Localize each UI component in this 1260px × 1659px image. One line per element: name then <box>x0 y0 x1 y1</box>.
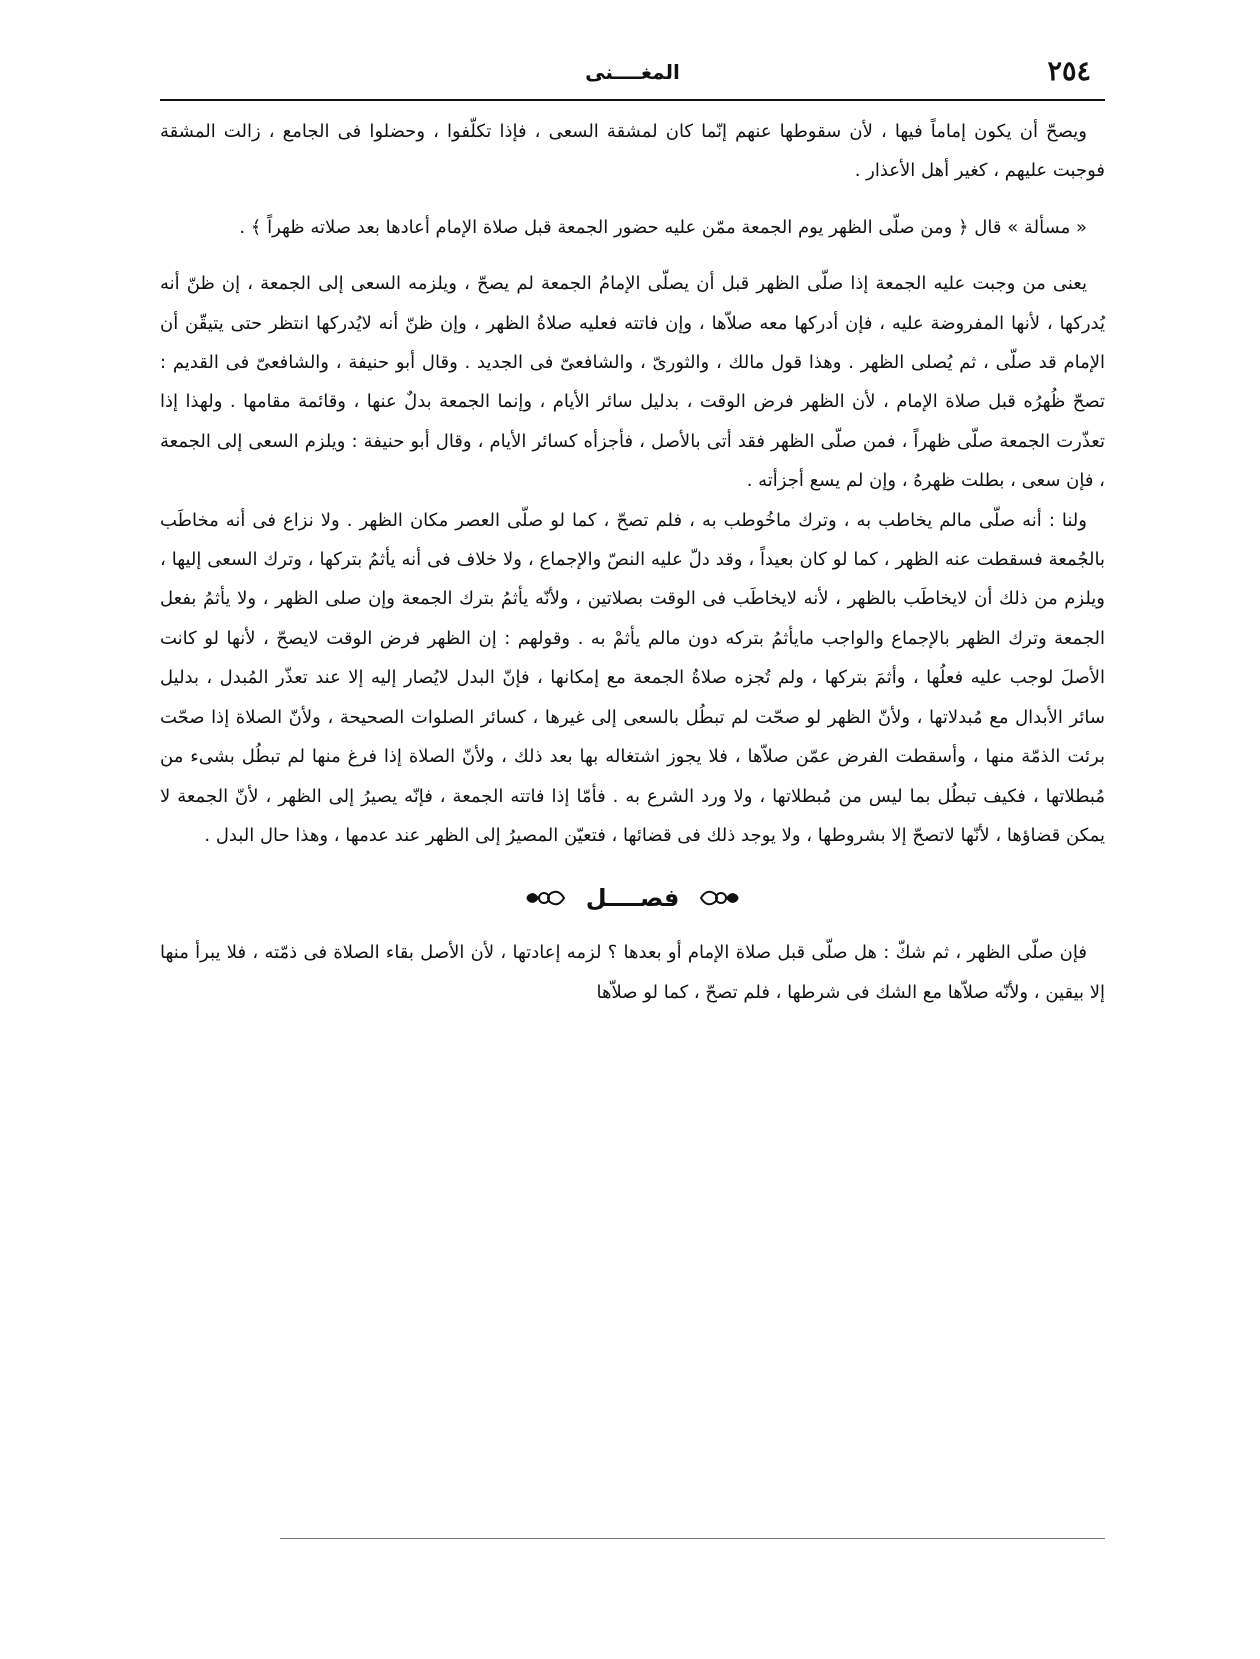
floral-ornament-icon <box>697 886 741 910</box>
footer-rule <box>280 1538 1105 1539</box>
page-number: ٢٥٤ <box>1047 56 1091 87</box>
main-text <box>160 112 1105 1012</box>
page-header <box>160 56 1105 104</box>
floral-ornament-icon <box>524 886 568 910</box>
section-heading <box>160 869 1105 927</box>
header-rule <box>160 99 1105 101</box>
paragraph-commentary: يعنى من وجبت عليه الجمعة إذا صلّى الظهر قبل أن يصلّى الإمامُ الجمعة لم يصحّ ، ويلزمه السعى إلى الجمعة ، إن ظنّ أنه يُدركها ، لأنها المفروضة عليه ، فإن أدركها معه صلاّها ، وإن فاتته فعليه صلاةُ الظهر ، وإن ظنّ أنه لايُدركها انتظر حتى يتيقّن أن الإمام قد صلّى ، ثم يُصلى الظهر . وهذا قول مالك ، والثورىّ ، والشافعىّ فى الجديد . وقال أبو حنيفة ، والشافعىّ فى القديم : تصحّ ظُهرُه قبل صلاة الإمام ، لأن الظهر فرض الوقت ، بدليل سائر الأيام ، وإنما الجمعة بدلٌ عنها ، وقائمة مقامها . ولهذا إذا تعذّرت الجمعة صلّى ظهراً ، فمن صلّى الظهر فقد أتى بالأصل ، فأجزأه كسائر الأيام ، وقال أبو حنيفة : ويلزم السعى إلى الجمعة ، فإن سعى ، بطلت ظهرهُ ، وإن لم يسع أجزأته . <box>160 273 1105 492</box>
paragraph-intro: ويصحّ أن يكون إماماً فيها ، لأن سقوطها عنهم إنّما كان لمشقة السعى ، فإذا تكلّفوا ، وحضلوا فى الجامع ، زالت المشقة فوجبت عليهم ، كغير أهل الأعذار . <box>160 121 1105 182</box>
paragraph-argument: ولنا : أنه صلّى مالم يخاطب به ، وترك ماخُوطب به ، فلم تصحّ ، كما لو صلّى العصر مكان الظهر . ولا نزاع فى أنه مخاطَب بالجُمعة فسقطت عنه الظهر ، كما لو كان بعيداً ، وقد دلّ عليه النصّ والإجماع ، ولا خلاف فى أنه يأثمُ بتركها ، وترك السعى إليها ، ويلزم من ذلك أن لايخاطَب بالظهر ، لأنه لايخاطَب فى الوقت بصلاتين ، ولأنّه يأثمُ بترك الجمعة وإن صلى الظهر ، ولا يأثمُ بفعل الجمعة وترك الظهر بالإجماع والواجب مايأثمُ بتركه دون مالم يأثمْ به . وقولهم : إن الظهر فرض الوقت لايصحّ ، لأنها لو كانت الأصلَ لوجب عليه فعلُها ، وأثمَ بتركها ، ولم تُجزه صلاةُ الجمعة مع إمكانها ، فإنّ البدل لايُصار إليه إلا عند تعذّر المُبدل ، بدليل سائر الأبدال مع مُبدلاتها ، ولأنّ الظهر لو صحّت لم تبطُل بالسعى إلى غيرها ، كسائر الصلوات الصحيحة ، ولأنّ الصلاة إذا صحّت برئت الذمّة منها ، وأسقطت الفرض عمّن صلاّها ، فلا يجوز اشتغاله بها بعد ذلك ، ولأنّ الصلاة إذا فرغ منها لم تبطُل بشىء من مُبطلاتها ، فكيف تبطُل بما ليس من مُبطلاتها ، ولا ورد الشرع به . فأمّا إذا فاتته الجمعة ، فإنّه يصيرُ إلى الظهر ، لأنّ الجمعة لا يمكن قضاؤها ، لأنّها لاتصحّ إلا بشروطها ، ولا يوجد ذلك فى قضائها ، فتعيّن المصيرُ إلى الظهر عند عدمها ، وهذا حال البدل . <box>160 509 1105 846</box>
paragraph-masala: « مسألة » قال ﴿ ومن صلّى الظهر يوم الجمعة ممّن عليه حضور الجمعة قبل صلاة الإمام أعادها بعد صلاته ظهراً ﴾ . <box>239 216 1087 238</box>
paragraph-fasl: فإن صلّى الظهر ، ثم شكّ : هل صلّى قبل صلاة الإمام أو بعدها ؟ لزمه إعادتها ، لأن الأصل بقاء الصلاة فى ذمّته ، فلا يبرأ منها إلا بيقين ، ولأنّه صلاّها مع الشك فى شرطها ، فلم تصحّ ، كما لو صلاّها <box>160 942 1105 1003</box>
section-heading-text: فصــــل <box>585 884 680 913</box>
book-page <box>160 48 1105 1628</box>
running-title: المغــــنى <box>585 60 680 84</box>
